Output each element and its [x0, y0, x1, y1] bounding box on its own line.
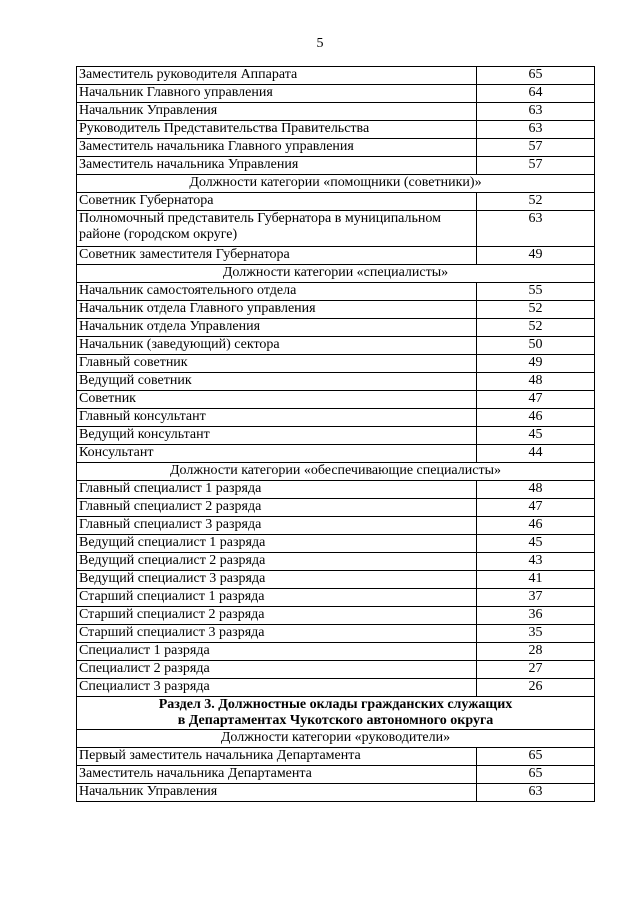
section-header-line: Раздел 3. Должностные оклады гражданских служащих — [158, 697, 513, 712]
table-row — [77, 553, 595, 571]
position-name-cell: Начальник Управления — [77, 784, 477, 802]
salary-value-cell: 63 — [477, 784, 595, 802]
table-row — [77, 373, 595, 391]
section-header — [77, 697, 595, 730]
position-name-cell: Заместитель начальника Департамента — [77, 766, 477, 784]
salary-value-cell: 57 — [477, 139, 595, 157]
position-name-cell: Ведущий советник — [77, 373, 477, 391]
position-name-cell: Старший специалист 3 разряда — [77, 625, 477, 643]
table-row — [77, 193, 595, 211]
salary-value-cell: 46 — [477, 409, 595, 427]
table-row — [77, 355, 595, 373]
position-name-cell: Ведущий консультант — [77, 427, 477, 445]
position-name-cell: Старший специалист 2 разряда — [77, 607, 477, 625]
table-row — [77, 643, 595, 661]
salary-value-cell: 44 — [477, 445, 595, 463]
salary-table — [76, 66, 595, 802]
salary-value-cell: 35 — [477, 625, 595, 643]
table-row — [77, 784, 595, 802]
salary-value-cell: 49 — [477, 247, 595, 265]
position-name-cell: Советник Губернатора — [77, 193, 477, 211]
position-name-cell: Главный специалист 1 разряда — [77, 481, 477, 499]
position-name-cell: Начальник Управления — [77, 103, 477, 121]
table-row — [77, 517, 595, 535]
table-row — [77, 139, 595, 157]
salary-value-cell: 48 — [477, 373, 595, 391]
salary-value-cell: 52 — [477, 319, 595, 337]
salary-value-cell: 46 — [477, 517, 595, 535]
position-name-cell: Заместитель начальника Главного управления — [77, 139, 477, 157]
category-header-row — [77, 463, 595, 481]
section-header-row — [77, 697, 595, 730]
salary-value-cell: 45 — [477, 535, 595, 553]
position-name-cell: Ведущий специалист 3 разряда — [77, 571, 477, 589]
position-name-cell: Заместитель начальника Управления — [77, 157, 477, 175]
position-name-cell: Начальник (заведующий) сектора — [77, 337, 477, 355]
position-name-cell: Главный специалист 2 разряда — [77, 499, 477, 517]
table-row — [77, 535, 595, 553]
position-name-cell: Ведущий специалист 1 разряда — [77, 535, 477, 553]
salary-value-cell: 65 — [477, 766, 595, 784]
position-name-cell: Руководитель Представительства Правительства — [77, 121, 477, 139]
salary-value-cell: 49 — [477, 355, 595, 373]
category-header: Должности категории «обеспечивающие специалисты» — [77, 463, 595, 481]
salary-value-cell: 37 — [477, 589, 595, 607]
salary-value-cell: 63 — [477, 121, 595, 139]
table-row — [77, 409, 595, 427]
position-name-cell: Старший специалист 1 разряда — [77, 589, 477, 607]
table-row — [77, 625, 595, 643]
position-name-cell: Специалист 1 разряда — [77, 643, 477, 661]
category-header-row — [77, 265, 595, 283]
salary-value-cell: 52 — [477, 193, 595, 211]
table-row — [77, 766, 595, 784]
section-header-line: в Департаментах Чукотского автономного округа — [177, 713, 494, 728]
salary-value-cell: 65 — [477, 748, 595, 766]
table-row — [77, 121, 595, 139]
salary-value-cell: 48 — [477, 481, 595, 499]
table-row — [77, 748, 595, 766]
salary-value-cell: 47 — [477, 499, 595, 517]
position-name-cell: Специалист 3 разряда — [77, 679, 477, 697]
salary-value-cell: 65 — [477, 67, 595, 85]
position-name-cell: Полномочный представитель Губернатора в муниципальном районе (городском округе) — [77, 211, 477, 247]
position-name-cell: Советник заместителя Губернатора — [77, 247, 477, 265]
salary-table-body — [77, 67, 595, 802]
position-name-cell: Консультант — [77, 445, 477, 463]
table-row — [77, 103, 595, 121]
table-row — [77, 391, 595, 409]
position-name-cell: Заместитель руководителя Аппарата — [77, 67, 477, 85]
salary-value-cell: 63 — [477, 103, 595, 121]
table-row — [77, 85, 595, 103]
salary-value-cell: 43 — [477, 553, 595, 571]
position-name-cell: Начальник отдела Главного управления — [77, 301, 477, 319]
position-name-cell: Начальник отдела Управления — [77, 319, 477, 337]
table-row — [77, 427, 595, 445]
salary-value-cell: 47 — [477, 391, 595, 409]
table-row — [77, 337, 595, 355]
category-header: Должности категории «помощники (советники)» — [77, 175, 595, 193]
salary-value-cell: 57 — [477, 157, 595, 175]
position-name-cell: Специалист 2 разряда — [77, 661, 477, 679]
table-row — [77, 607, 595, 625]
salary-value-cell: 28 — [477, 643, 595, 661]
table-row — [77, 157, 595, 175]
table-row — [77, 247, 595, 265]
position-name-cell: Начальник самостоятельного отдела — [77, 283, 477, 301]
salary-value-cell: 64 — [477, 85, 595, 103]
salary-value-cell: 27 — [477, 661, 595, 679]
table-row — [77, 661, 595, 679]
table-row — [77, 319, 595, 337]
position-name-cell: Начальник Главного управления — [77, 85, 477, 103]
category-header-row — [77, 730, 595, 748]
salary-value-cell: 55 — [477, 283, 595, 301]
salary-value-cell: 41 — [477, 571, 595, 589]
position-name-cell: Главный специалист 3 разряда — [77, 517, 477, 535]
table-row — [77, 211, 595, 247]
table-row — [77, 481, 595, 499]
table-row — [77, 67, 595, 85]
table-row — [77, 589, 595, 607]
table-row — [77, 445, 595, 463]
salary-value-cell: 26 — [477, 679, 595, 697]
category-header: Должности категории «специалисты» — [77, 265, 595, 283]
table-row — [77, 499, 595, 517]
salary-value-cell: 52 — [477, 301, 595, 319]
page-number: 5 — [316, 36, 324, 51]
salary-value-cell: 45 — [477, 427, 595, 445]
salary-value-cell: 50 — [477, 337, 595, 355]
table-row — [77, 301, 595, 319]
category-header-row — [77, 175, 595, 193]
position-name-cell: Главный консультант — [77, 409, 477, 427]
salary-value-cell: 36 — [477, 607, 595, 625]
position-name-cell: Главный советник — [77, 355, 477, 373]
table-row — [77, 283, 595, 301]
table-row — [77, 571, 595, 589]
table-row — [77, 679, 595, 697]
position-name-cell: Ведущий специалист 2 разряда — [77, 553, 477, 571]
position-name-cell: Советник — [77, 391, 477, 409]
category-header: Должности категории «руководители» — [77, 730, 595, 748]
position-name-cell: Первый заместитель начальника Департамента — [77, 748, 477, 766]
salary-value-cell: 63 — [477, 211, 595, 247]
